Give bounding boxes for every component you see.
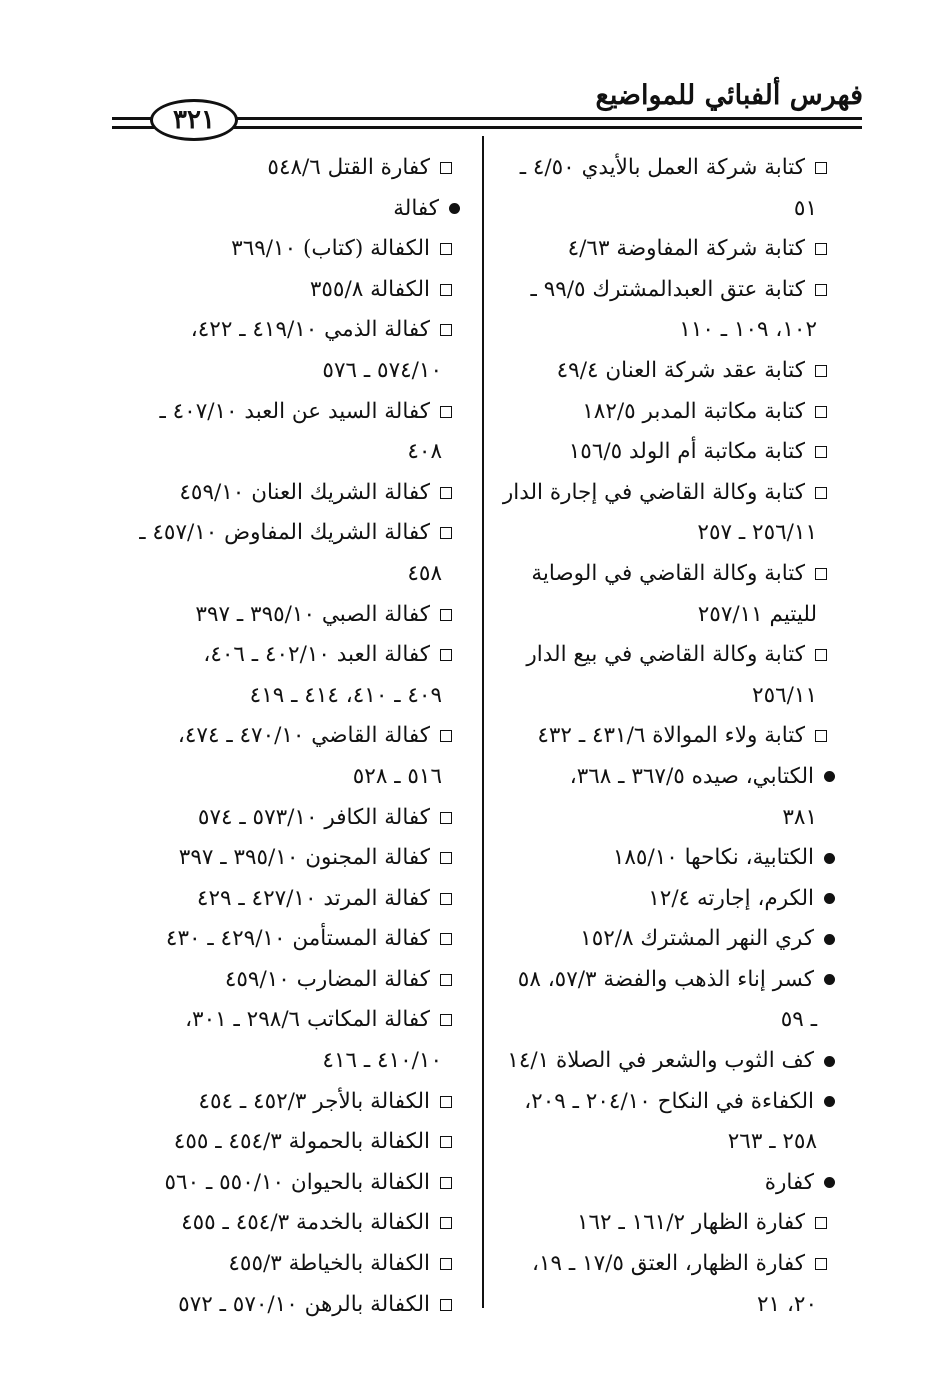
index-entry-text: كفالة المستأمن ٤٢٩/١٠ ـ ٤٣٠ (165, 926, 430, 952)
bullet-icon (824, 974, 835, 985)
index-entry-text: كفالة الذمي ٤١٩/١٠ ـ ٤٢٢، (190, 317, 430, 343)
square-bullet-icon (440, 1299, 452, 1311)
index-entry-text: كري النهر المشترك ١٥٢/٨ (580, 926, 814, 952)
index-entry-text: كتابة شركة العمل بالأيدي ٤/٥٠ ـ (519, 155, 805, 180)
index-entry-line (110, 1285, 460, 1326)
square-bullet-icon (815, 568, 827, 580)
index-entry-line (110, 798, 460, 839)
index-entry-line (110, 1041, 460, 1082)
index-entry-line (485, 229, 835, 270)
index-entry-line (485, 392, 835, 433)
index-entry-text: كفالة المكاتب ٢٩٨/٦ ـ ٣٠١، (185, 1007, 430, 1033)
square-bullet-icon (815, 162, 827, 174)
index-entry-line (110, 189, 460, 230)
index-entry-line (485, 1082, 835, 1123)
index-entry-line (485, 960, 835, 1001)
index-column-right (485, 148, 835, 1325)
index-entry-text: كتابة وكالة القاضي في إجارة الدار (502, 479, 805, 505)
index-entry-line (110, 879, 460, 920)
index-entry-text: كتابة شركة المفاوضة ٤/٦٣ (567, 236, 805, 262)
square-bullet-icon (815, 649, 827, 661)
index-entry-line (110, 919, 460, 960)
index-entry-text: الكتابي، صيده ٣٦٧/٥ ـ ٣٦٨، (569, 763, 814, 789)
index-entry-line (485, 148, 835, 189)
index-entry-line (485, 1285, 835, 1326)
square-bullet-icon (815, 406, 827, 418)
index-entry-line (485, 1041, 835, 1082)
square-bullet-icon (440, 324, 452, 336)
square-bullet-icon (440, 162, 452, 174)
index-entry-line (110, 595, 460, 636)
index-entry-text: كتابة ولاء الموالاة ٤٣١/٦ ـ ٤٣٢ (537, 723, 805, 749)
index-entry-text: كفالة المضارب ٤٥٩/١٠ (224, 966, 430, 992)
index-entry-text: كفارة (764, 1169, 814, 1195)
index-entry-line (485, 1163, 835, 1204)
index-entry-line (110, 270, 460, 311)
index-entry-line (110, 148, 460, 189)
index-entry-text: كفالة المجنون ٣٩٥/١٠ ـ ٣٩٧ (178, 845, 430, 871)
index-entry-line (110, 1163, 460, 1204)
square-bullet-icon (440, 527, 452, 539)
index-entry-line (485, 1203, 835, 1244)
index-entry-line (485, 838, 835, 879)
bullet-icon (824, 1056, 835, 1067)
square-bullet-icon (440, 609, 452, 621)
index-entry-line (485, 919, 835, 960)
index-entry-text: ٢٥٨ ـ ٢٦٣ (727, 1129, 817, 1155)
bullet-icon (824, 893, 835, 904)
index-entry-text: ٥١٦ ـ ٥٢٨ (352, 763, 442, 789)
index-entry-text: ٢٠، ٢١ (757, 1291, 817, 1317)
bullet-icon (824, 771, 835, 782)
square-bullet-icon (440, 974, 452, 986)
index-entry-text: لليتيم ٢٥٧/١١ (697, 601, 817, 627)
column-divider (482, 136, 484, 1308)
index-entry-text: الكفالة (كتاب) ٣٦٩/١٠ (231, 236, 430, 262)
index-entry-text: كفالة السيد عن العبد ٤٠٧/١٠ ـ (159, 398, 430, 424)
square-bullet-icon (815, 730, 827, 742)
index-entry-text: الكفالة بالحمولة ٤٥٤/٣ ـ ٤٥٥ (173, 1129, 430, 1155)
index-entry-line (110, 716, 460, 757)
index-entry-text: الكرم، إجارته ١٢/٤ (648, 885, 814, 911)
index-entry-text: كف الثوب والشعر في الصلاة ١٤/١ (507, 1048, 814, 1074)
square-bullet-icon (440, 1136, 452, 1148)
index-entry-text: الكفالة بالأجر ٤٥٢/٣ ـ ٤٥٤ (198, 1088, 430, 1114)
index-entry-line (110, 229, 460, 270)
square-bullet-icon (815, 446, 827, 458)
square-bullet-icon (440, 284, 452, 296)
index-entry-line (110, 635, 460, 676)
index-entry-line (485, 757, 835, 798)
index-entry-line (485, 351, 835, 392)
index-entry-line (110, 392, 460, 433)
square-bullet-icon (440, 406, 452, 418)
bullet-icon (824, 853, 835, 864)
index-entry-text: كفالة المرتد ٤٢٧/١٠ ـ ٤٢٩ (196, 885, 430, 911)
square-bullet-icon (440, 1177, 452, 1189)
bullet-icon (824, 934, 835, 945)
index-entry-line (110, 473, 460, 514)
index-entry-line (110, 1122, 460, 1163)
index-entry-line (110, 554, 460, 595)
index-entry-text: الكتابية، نكاحها ١٨٥/١٠ (612, 845, 814, 871)
index-entry-text: كفالة العبد ٤٠٢/١٠ ـ ٤٠٦، (203, 642, 430, 668)
index-entry-line (485, 879, 835, 920)
index-entry-text: كفالة الصبي ٣٩٥/١٠ ـ ٣٩٧ (195, 601, 430, 627)
index-entry-text: كفارة الظهار، العتق ١٧/٥ ـ ١٩، (532, 1251, 805, 1277)
square-bullet-icon (815, 487, 827, 499)
index-entry-text: ٤٠٩ ـ ٤١٠، ٤١٤ ـ ٤١٩ (249, 682, 442, 708)
index-entry-line (485, 635, 835, 676)
square-bullet-icon (815, 365, 827, 377)
index-entry-text: ١٠٢، ١٠٩ ـ ١١٠ (679, 317, 817, 343)
index-entry-text: كسر إناء الذهب والفضة ٥٧/٣، ٥٨ (517, 966, 814, 992)
index-entry-line (110, 432, 460, 473)
index-entry-text: كتابة عقد شركة العنان ٤٩/٤ (556, 357, 805, 383)
square-bullet-icon (815, 243, 827, 255)
index-entry-line (110, 1082, 460, 1123)
index-entry-line (485, 310, 835, 351)
square-bullet-icon (815, 1258, 827, 1270)
index-entry-line (485, 595, 835, 636)
index-entry-line (485, 798, 835, 839)
square-bullet-icon (440, 487, 452, 499)
index-entry-text: كفالة الكافر ٥٧٣/١٠ ـ ٥٧٤ (197, 804, 430, 830)
index-entry-line (110, 757, 460, 798)
index-entry-text: الكفالة بالخدمة ٤٥٤/٣ ـ ٤٥٥ (181, 1210, 430, 1236)
page-number: ٣٢١ (150, 99, 238, 141)
square-bullet-icon (440, 933, 452, 945)
index-entry-text: كفالة الشريك العنان ٤٥٩/١٠ (179, 479, 430, 505)
square-bullet-icon (440, 852, 452, 864)
square-bullet-icon (440, 893, 452, 905)
index-entry-line (485, 270, 835, 311)
running-title: فهرس ألفبائي للمواضيع (595, 80, 863, 111)
index-entry-text: كتابة وكالة القاضي في بيع الدار (526, 642, 805, 668)
index-entry-line (110, 1244, 460, 1285)
square-bullet-icon (815, 284, 827, 296)
index-entry-text: ٣٨١ (782, 804, 817, 830)
index-entry-line (485, 473, 835, 514)
index-entry-text: كفارة الظهار ١٦١/٢ ـ ١٦٢ (576, 1210, 805, 1236)
index-entry-line (485, 1122, 835, 1163)
index-entry-text: كفالة القاضي ٤٧٠/١٠ ـ ٤٧٤، (177, 723, 430, 749)
index-entry-text: كتابة مكاتبة أم الولد ١٥٦/٥ (568, 439, 805, 465)
index-entry-text: كفارة القتل ٥٤٨/٦ (267, 155, 430, 180)
index-entry-text: كتابة مكاتبة المدبر ١٨٢/٥ (582, 398, 805, 424)
index-entry-line (110, 838, 460, 879)
index-entry-line (485, 432, 835, 473)
index-entry-text: ٢٥٦/١١ ـ ٢٥٧ (697, 520, 817, 546)
index-entry-line (110, 960, 460, 1001)
index-entry-line (485, 554, 835, 595)
index-entry-text: كتابة عتق العبدالمشترك ٩٩/٥ ـ (530, 276, 805, 302)
index-entry-text: ٥٧٤/١٠ ـ ٥٧٦ (322, 357, 442, 383)
index-entry-text: ٤٥٨ (407, 560, 442, 586)
bullet-icon (824, 1096, 835, 1107)
square-bullet-icon (440, 1096, 452, 1108)
index-entry-line (485, 189, 835, 230)
index-entry-line (110, 310, 460, 351)
index-entry-text: كفالة الشريك المفاوض ٤٥٧/١٠ ـ (139, 520, 430, 546)
index-entry-text: الكفالة بالحيوان ٥٥٠/١٠ ـ ٥٦٠ (164, 1169, 430, 1195)
index-entry-line (110, 351, 460, 392)
index-entry-line (110, 1203, 460, 1244)
index-entry-line (110, 1000, 460, 1041)
index-entry-text: الكفالة ٣٥٥/٨ (309, 276, 430, 302)
index-entry-text: الكفالة بالرهن ٥٧٠/١٠ ـ ٥٧٢ (178, 1291, 430, 1317)
bullet-icon (449, 203, 460, 214)
index-entry-text: ٤٠٨ (407, 439, 442, 465)
square-bullet-icon (815, 1217, 827, 1229)
index-entry-line (485, 513, 835, 554)
index-entry-text: الكفالة بالخياطة ٤٥٥/٣ (228, 1251, 430, 1277)
index-entry-text: كفالة (393, 195, 439, 221)
square-bullet-icon (440, 1217, 452, 1229)
index-column-left (110, 148, 460, 1325)
index-entry-line (485, 716, 835, 757)
square-bullet-icon (440, 243, 452, 255)
index-entry-text: ٤١٠/١٠ ـ ٤١٦ (322, 1048, 442, 1074)
index-entry-line (485, 1244, 835, 1285)
square-bullet-icon (440, 649, 452, 661)
index-entry-text: الكفاءة في النكاح ٢٠٤/١٠ ـ ٢٠٩، (524, 1088, 814, 1114)
index-entry-text: كتابة وكالة القاضي في الوصاية (531, 560, 805, 586)
index-entry-text: ٥١ (793, 195, 817, 221)
index-entry-line (110, 676, 460, 717)
index-entry-line (485, 1000, 835, 1041)
index-entry-line (485, 676, 835, 717)
index-entry-text: ـ ٥٩ (780, 1007, 817, 1033)
index-entry-text: ٢٥٦/١١ (752, 682, 817, 708)
bullet-icon (824, 1177, 835, 1188)
square-bullet-icon (440, 1014, 452, 1026)
square-bullet-icon (440, 1258, 452, 1270)
square-bullet-icon (440, 730, 452, 742)
index-entry-line (110, 513, 460, 554)
square-bullet-icon (440, 812, 452, 824)
